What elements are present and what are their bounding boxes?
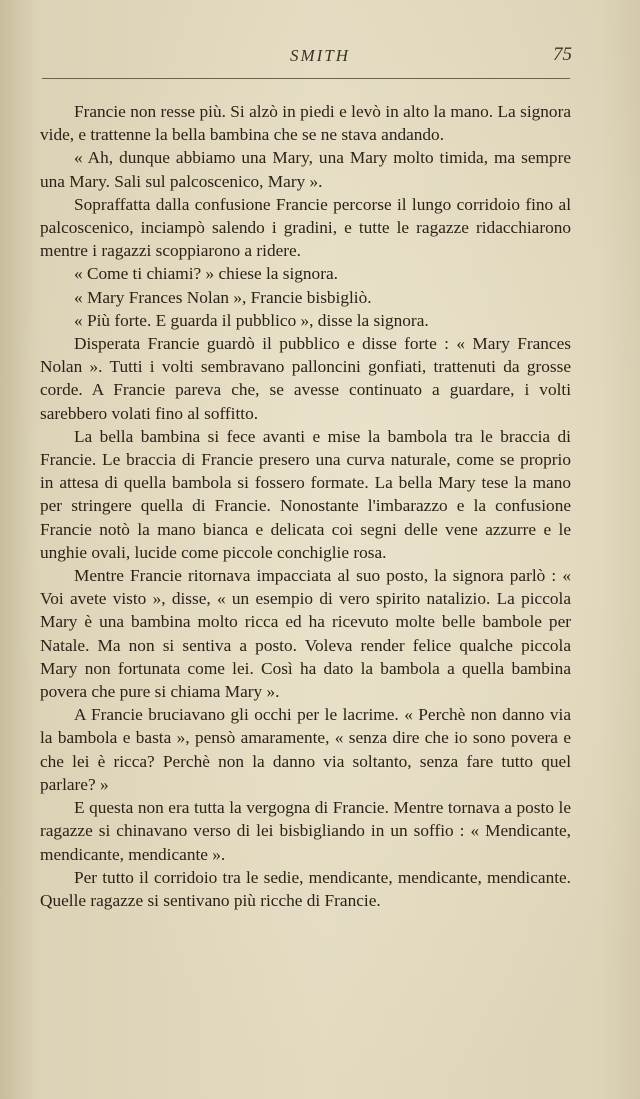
paragraph: Sopraffatta dalla confusione Francie percorse il lungo corridoio fino al palcoscenico, inciampò salendo i gradini, e tutte le ragazze ridacchiarono mentre i ragazzi scoppiarono a ridere. — [40, 194, 571, 261]
paragraph: Per tutto il corridoio tra le sedie, mendicante, mendicante, mendicante. Quelle ragazze si sentivano più ricche di Francie. — [40, 867, 571, 910]
header-rule — [42, 78, 570, 79]
paragraph: « Ah, dunque abbiamo una Mary, una Mary molto timida, ma sempre una Mary. Sali sul palcoscenico, Mary ». — [40, 148, 571, 191]
page-header — [68, 46, 572, 72]
paragraph: « Come ti chiami? » chiese la signora. — [74, 264, 338, 284]
page-number: 75 — [553, 44, 572, 65]
paragraph: E questa non era tutta la vergogna di Francie. Mentre tornava a posto le ragazze si chinavano verso di lei bisbigliando in un soffio : « Mendicante, mendicante, mendicante ». — [40, 798, 571, 864]
paragraph: « Più forte. E guarda il pubblico », disse la signora. — [74, 310, 429, 330]
running-head: SMITH — [289, 46, 351, 65]
paragraph: A Francie bruciavano gli occhi per le lacrime. « Perchè non danno via la bambola e basta », pensò amaramente, « senza dire che io sono povera e che lei è ricca? Perchè non la danno via soltanto, senza fare tutto quel parlare? » — [40, 705, 571, 794]
paragraph: La bella bambina si fece avanti e mise la bambola tra le braccia di Francie. Le braccia di Francie presero una curva naturale, come se proprio in attesa di quella bambola si fossero formate. La bella Mary tese la mano per stringere quella di Francie. Nonostante l'imbarazzo e la confusione Francie notò la mano bianca e delicata coi segni delle vene azzurre e le unghie ovali, lucide come piccole conchiglie rosa. — [40, 426, 571, 562]
body-text — [40, 100, 571, 912]
paragraph: « Mary Frances Nolan », Francie bisbigliò. — [74, 287, 372, 307]
paragraph: Disperata Francie guardò il pubblico e disse forte : « Mary Frances Nolan ». Tutti i volti sembravano palloncini gonfiati, trattenuti da grosse corde. A Francie pareva che, se avesse continuato a guardare, i volti sarebbero volati fino al soffitto. — [40, 334, 571, 423]
paragraph: Mentre Francie ritornava impacciata al suo posto, la signora parlò : « Voi avete visto », disse, « un esempio di vero spirito natalizio. La piccola Mary è una bambina molto ricca ed ha ricevuto molte belle bambole per Natale. Ma non si sentiva a posto. Voleva render felice qualche piccola Mary non fortunata come lei. Così ha dato la bambola a quella bambina povera che pure si chiama Mary ». — [40, 566, 571, 702]
paragraph: Francie non resse più. Si alzò in piedi e levò in alto la mano. La signora vide, e trattenne la bella bambina che se ne stava andando. — [40, 102, 571, 145]
